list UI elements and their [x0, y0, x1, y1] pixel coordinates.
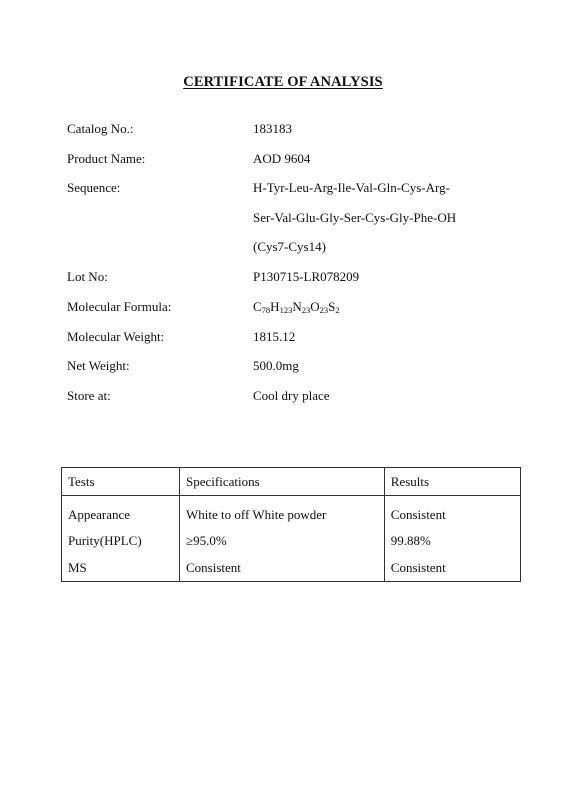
- formula-subscript: 2: [335, 305, 340, 315]
- formula-subscript: 23: [301, 305, 311, 315]
- cell-specification: Consistent: [180, 554, 385, 582]
- product-name-label: Product Name:: [67, 151, 146, 166]
- lot-no-label: Lot No:: [67, 269, 108, 284]
- formula-element: H: [270, 299, 280, 314]
- molecular-weight-label: Molecular Weight:: [67, 329, 165, 344]
- formula-element: N: [292, 299, 302, 314]
- sequence-value-line-1: H-Tyr-Leu-Arg-Ile-Val-Gln-Cys-Arg-: [253, 180, 450, 195]
- formula-subscript: 123: [279, 305, 293, 315]
- catalog-no-value: 183183: [253, 121, 292, 136]
- lot-no-value: P130715-LR078209: [253, 269, 360, 284]
- cell-result: Consistent: [384, 554, 520, 582]
- header-results: Results: [384, 468, 520, 496]
- store-at-value: Cool dry place: [253, 388, 330, 403]
- molecular-formula-value: [253, 299, 340, 315]
- store-at-label: Store at:: [67, 388, 111, 403]
- table-row: [62, 554, 521, 582]
- molecular-formula-label: Molecular Formula:: [67, 299, 172, 314]
- net-weight-label: Net Weight:: [67, 358, 130, 373]
- cell-specification: White to off White powder: [180, 496, 385, 529]
- formula-element: O: [310, 299, 320, 314]
- cell-test: MS: [62, 554, 180, 582]
- product-name-value: AOD 9604: [253, 151, 311, 166]
- cell-specification: ≥95.0%: [180, 528, 385, 554]
- formula-subscript: 78: [261, 305, 271, 315]
- cell-test: Purity(HPLC): [62, 528, 180, 554]
- table-row: [62, 496, 521, 529]
- document-title: CERTIFICATE OF ANALYSIS: [183, 74, 383, 90]
- formula-element: C: [253, 299, 262, 314]
- cell-test: Appearance: [62, 496, 180, 529]
- formula-subscript: 23: [319, 305, 329, 315]
- cell-result: Consistent: [384, 496, 520, 529]
- formula-element: S: [328, 299, 336, 314]
- results-table: [61, 467, 521, 582]
- sequence-label: Sequence:: [67, 180, 121, 195]
- header-tests: Tests: [62, 468, 180, 496]
- net-weight-value: 500.0mg: [253, 358, 299, 373]
- sequence-value-line-3: (Cys7-Cys14): [253, 239, 326, 254]
- header-specifications: Specifications: [180, 468, 385, 496]
- catalog-no-label: Catalog No.:: [67, 121, 134, 136]
- table-row: [62, 528, 521, 554]
- sequence-value-line-2: Ser-Val-Glu-Gly-Ser-Cys-Gly-Phe-OH: [253, 210, 457, 225]
- cell-result: 99.88%: [384, 528, 520, 554]
- table-header-row: [62, 468, 521, 496]
- molecular-weight-value: 1815.12: [253, 329, 296, 344]
